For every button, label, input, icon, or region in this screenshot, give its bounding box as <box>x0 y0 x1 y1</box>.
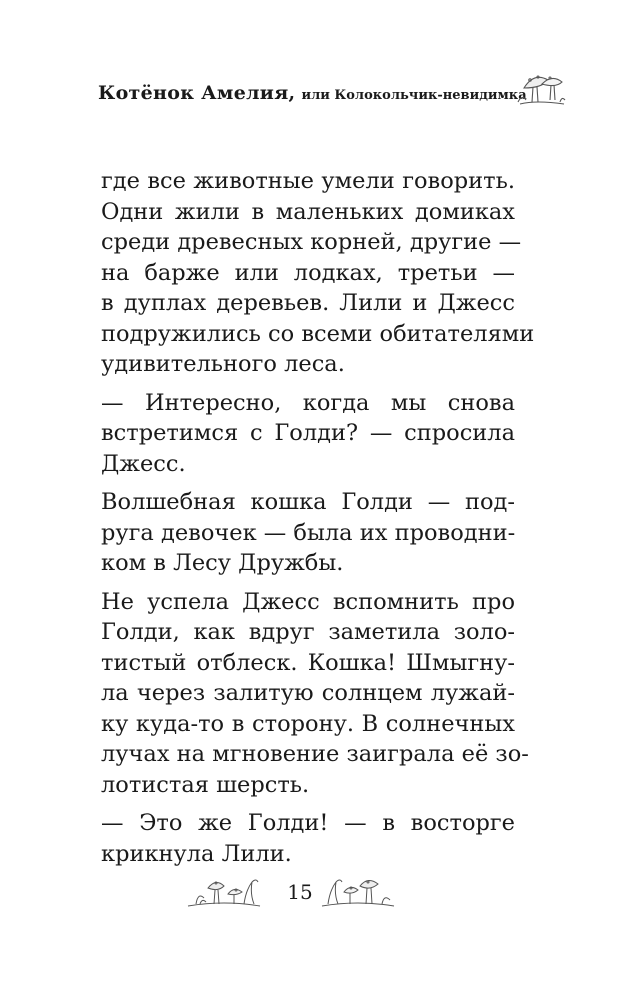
text-line: лучах на мгновение заиграла её зо- <box>101 741 529 767</box>
header-subtitle: или Колокольчик-невидимка <box>301 88 527 103</box>
text-line: в дуплах деревьев. Лили и Джесс <box>101 290 515 316</box>
text-line: тистый отблеск. Кошка! Шмыгну- <box>101 649 515 676</box>
text-line: Одни жили в маленьких домиках <box>101 198 515 225</box>
text-line: — Интересно, когда мы снова <box>101 389 515 416</box>
text-line: подружились со всеми обитателями <box>101 320 535 347</box>
page-footer <box>0 868 619 918</box>
text-line: крикнула Лили. <box>101 840 292 867</box>
text-line: Джесс. <box>101 450 186 477</box>
paragraph-4 <box>101 587 529 801</box>
forest-ornament-left-icon <box>186 868 262 912</box>
mushroom-ornament-icon <box>516 66 566 110</box>
text-line: Не успела Джесс вспомнить про <box>101 588 515 615</box>
text-line: — Это же Голди! — в восторге <box>101 810 515 836</box>
text-line: где все животные умели говорить. <box>101 168 515 194</box>
body-text <box>101 166 535 877</box>
header-title: Котёнок Амелия, <box>98 82 296 104</box>
text-line: удивительного леса. <box>101 351 345 377</box>
text-line: Голди, как вдруг заметила золо- <box>101 619 515 645</box>
forest-ornament-right-icon <box>320 868 396 912</box>
text-line: ком в Лесу Дружбы. <box>101 550 344 576</box>
text-line: Волшебная кошка Голди — под- <box>101 489 515 515</box>
text-line: ла через залитую солнцем лужай- <box>101 680 515 706</box>
text-line: ку куда-то в сторону. В солнечных <box>101 710 515 737</box>
text-line: встретимся с Голди? — спросила <box>101 420 515 446</box>
text-line: среди древесных корней, другие — <box>101 229 522 255</box>
text-line: на барже или лодках, третьи — <box>101 259 515 286</box>
paragraph-5 <box>101 808 515 869</box>
text-line: лотистая шерсть. <box>101 771 310 798</box>
paragraph-2 <box>101 388 515 480</box>
text-line: руга девочек — была их проводни- <box>101 519 516 546</box>
running-header <box>98 82 527 112</box>
paragraph-3 <box>101 487 515 579</box>
paragraph-1 <box>101 166 535 380</box>
page-number: 15 <box>287 880 313 904</box>
